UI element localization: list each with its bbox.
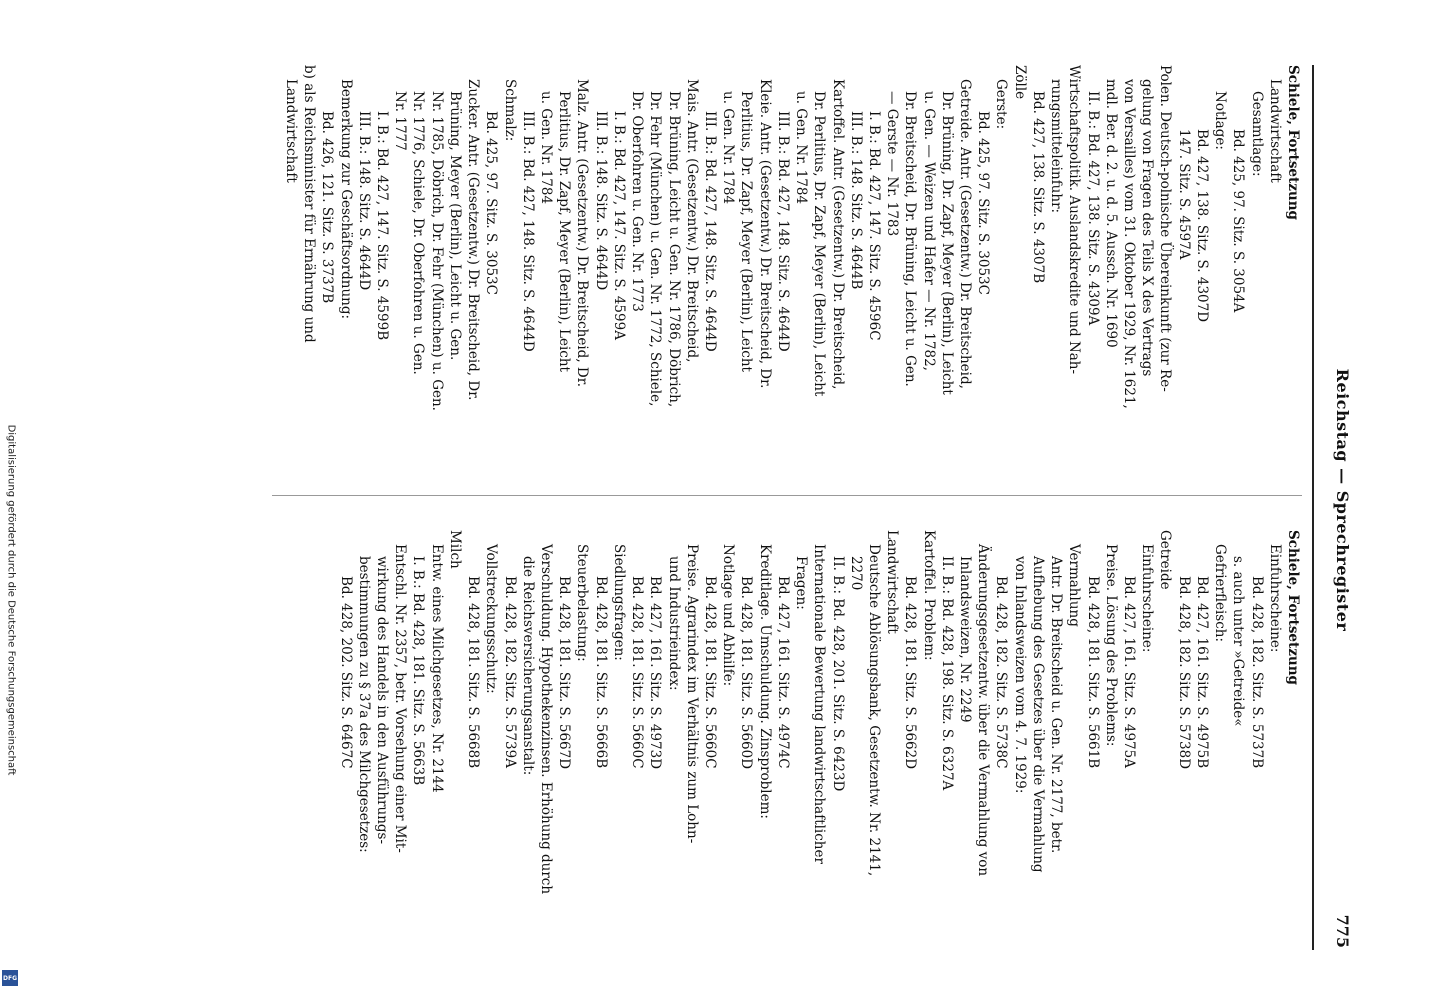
register-entry-line: Schiele, Fortsetzung bbox=[1285, 65, 1301, 220]
register-entry-line: Nr. 1777 bbox=[392, 91, 409, 151]
register-entry-line: Aufhebung des Gesetzes über die Vermahlung bbox=[1029, 556, 1046, 873]
register-entry-line: Einfuhrscheine: bbox=[1266, 544, 1283, 653]
register-entry-line: Fragen: bbox=[793, 556, 810, 610]
register-entry-line: Inlandsweizen, Nr. 2249 bbox=[957, 556, 974, 723]
register-entry-line: und Industrieindex: bbox=[665, 556, 682, 691]
register-entry-line: Siedlungsfragen: bbox=[610, 544, 627, 661]
register-entry-line: Bd. 428, 182. Sitz. S. 5737B bbox=[1248, 576, 1265, 769]
register-entry-line: gelung von Fragen des Teils X des Vertrags bbox=[1139, 79, 1156, 377]
register-entry-line: u. Gen. Nr. 1784 bbox=[793, 91, 810, 205]
register-entry-line: Bd. 428, 202. Sitz. S. 6467C bbox=[337, 576, 354, 769]
register-entry-line: Dr. Brüning, Dr. Zapf, Meyer (Berlin), Leicht bbox=[938, 91, 955, 395]
register-entry-line: Bd. 427, 161. Sitz. S. 4974C bbox=[774, 576, 791, 769]
register-entry-line: Landwirtschaft bbox=[1266, 79, 1283, 183]
register-entry-line: Entschl. Nr. 2357, betr. Vorsehung einer Mit- bbox=[392, 544, 409, 853]
register-entry-line: wirkung des Handels in den Ausführungs- bbox=[374, 556, 391, 845]
register-entry-line: I. B.: Bd. 427, 147. Sitz. S. 4599B bbox=[374, 111, 391, 341]
register-entry-line: Antr. Dr. Breitscheid u. Gen. Nr. 2177, betr. bbox=[1048, 556, 1065, 854]
register-entry-line: III. B.: 148. Sitz. S. 4644B bbox=[847, 111, 864, 290]
register-entry-line: I. B.: Bd. 427, 147. Sitz. S. 4596C bbox=[865, 111, 882, 341]
register-entry-line: Malz. Antr. (Gesetzentw.) Dr. Breitscheid, Dr. bbox=[574, 79, 591, 387]
register-entry-line: Dr. Brüning, Leicht u. Gen. Nr. 1786, Döbrich, bbox=[665, 91, 682, 408]
column-divider bbox=[272, 495, 1302, 496]
register-entry-line: 147. Sitz. S. 4597A bbox=[1175, 129, 1192, 260]
register-entry-line: Getreide bbox=[1157, 530, 1174, 590]
register-entry-line: Perlitius, Dr. Zapf, Meyer (Berlin), Leicht bbox=[556, 91, 573, 372]
register-entry-line: III. B.: Bd. 427, 148. Sitz. S. 4644D bbox=[774, 111, 791, 352]
page-header-title: Reichstag — Sprechregister bbox=[1333, 368, 1352, 632]
register-entry-line: Nr. 1785, Döbrich, Dr. Fehr (München) u. Gen. bbox=[428, 91, 445, 411]
register-entry-line: u. Gen. Nr. 1784 bbox=[720, 91, 737, 205]
register-entry-line: Vollstreckungsschutz: bbox=[483, 544, 500, 694]
register-entry-line: die Reichsversicherungsanstalt: bbox=[519, 556, 536, 776]
register-entry-line: Bd. 428, 181. Sitz. S. 5660C bbox=[702, 576, 718, 769]
register-entry-line: Bd. 428, 181. Sitz. S. 5660C bbox=[629, 576, 646, 769]
register-entry-line: Dr. Fehr (München) u. Gen. Nr. 1772, Schiele, bbox=[647, 91, 664, 407]
page-number: 775 bbox=[1333, 914, 1352, 948]
register-entry-line: Vermahlung bbox=[1066, 544, 1083, 627]
register-entry-line: Kartoffel. Problem: bbox=[920, 530, 937, 661]
register-entry-line: Notlage und Abhilfe: bbox=[720, 544, 737, 687]
register-entry-line: Einfuhrscheine: bbox=[1139, 544, 1156, 653]
register-entry-line: u. Gen. — Weizen und Hafer — Nr. 1782, bbox=[920, 91, 937, 371]
register-entry-line: Gesamtlage: bbox=[1248, 91, 1265, 177]
register-entry-line: II. B.: Bd. 428, 201. Sitz. S. 6423D bbox=[829, 556, 846, 792]
register-entry-line: Bd. 428, 182. Sitz. S. 5738C bbox=[993, 576, 1010, 769]
register-entry-line: Bemerkung zur Geschäftsordnung: bbox=[337, 79, 354, 320]
register-entry-line: I. B.: Bd. 427, 147. Sitz. S. 4599A bbox=[610, 111, 627, 340]
register-entry-line: III. B.: Bd. 427, 148. Sitz. S. 4644D bbox=[702, 111, 718, 352]
register-entry-line: Kleie. Antr. (Gesetzentw.) Dr. Breitscheid, Dr. bbox=[756, 79, 773, 389]
register-entry-line: II. B.: Bd. 427, 138. Sitz. S. 4309A bbox=[1084, 91, 1101, 326]
register-entry-line: Bd. 428, 181. Sitz. S. 5661B bbox=[1084, 576, 1101, 769]
register-entry-line: b) als Reichsminister für Ernährung und bbox=[301, 65, 318, 343]
register-entry-line: Deutsche Ablösungsbank, Gesetzentw. Nr. 2141, bbox=[865, 544, 882, 877]
register-entry-line: Schiele, Fortsetzung bbox=[1285, 530, 1301, 685]
register-entry-line: Kreditlage. Umschuldung. Zinsproblem: bbox=[756, 544, 773, 819]
register-entry-line: Schmalz: bbox=[501, 79, 518, 142]
digitization-credit bbox=[0, 0, 22, 1000]
register-entry-line: Bd. 428, 182. Sitz. S. 5738D bbox=[1175, 576, 1192, 770]
register-entry-line: Brüning, Meyer (Berlin), Leicht u. Gen. bbox=[446, 91, 463, 361]
register-entry-line: Zucker. Antr. (Gesetzentw.) Dr. Breitscheid, Dr. bbox=[465, 79, 482, 401]
register-page bbox=[72, 40, 1362, 960]
register-entry-line: 2270 bbox=[847, 556, 864, 591]
register-entry-line: Gerste: bbox=[993, 79, 1010, 130]
register-entry-line: Perlitius, Dr. Zapf, Meyer (Berlin), Leicht bbox=[738, 91, 755, 372]
register-entry-line: Notlage: bbox=[1212, 91, 1229, 150]
register-entry-line: Bd. 425, 97. Sitz. S. 3053C bbox=[483, 111, 500, 295]
register-entry-line: Bd. 427, 138. Sitz. S. 4307D bbox=[1193, 129, 1210, 323]
register-entry-line: Bd. 428, 181. Sitz. S. 5660D bbox=[738, 576, 755, 770]
register-entry-line: bestimmungen zu § 37a des Milchgesetzes: bbox=[355, 556, 372, 853]
register-entry-line: Landwirtschaft bbox=[884, 530, 901, 634]
header-rule bbox=[1312, 65, 1314, 950]
register-entry-line: Bd. 427, 138. Sitz. S. 4307B bbox=[1029, 91, 1046, 284]
register-entry-line: Bd. 428, 181. Sitz. S. 5668B bbox=[465, 576, 482, 769]
register-entry-line: Bd. 428, 181. Sitz. S. 5666B bbox=[592, 576, 609, 769]
register-entry-line: Änderungsgesetzentw. über die Vermahlung von bbox=[975, 544, 992, 877]
register-entry-line: III. B.: 148. Sitz. S. 4644D bbox=[592, 111, 609, 291]
register-entry-line: rungsmitteleinfuhr: bbox=[1048, 79, 1065, 214]
register-entry-line: Bd. 428, 181. Sitz. S. 5662D bbox=[902, 576, 919, 770]
register-entry-line: Bd. 426, 121. Sitz. S. 3737B bbox=[319, 111, 336, 304]
register-entry-line: Dr. Perlitius, Dr. Zapf, Meyer (Berlin), Leicht bbox=[811, 91, 828, 397]
register-entry-line: Entw. eines Milchgesetzes, Nr. 2144 bbox=[428, 544, 445, 793]
register-entry-line: Nr. 1776, Schiele, Dr. Oberfohren u. Gen. bbox=[410, 91, 427, 375]
register-entry-line: mdl. Ber. d. 2. u. d. 5. Aussch. Nr. 1690 bbox=[1102, 79, 1119, 348]
register-entry-line: Bd. 427, 161. Sitz. S. 4975B bbox=[1193, 576, 1210, 769]
register-entry-line: Polen. Deutsch-polnische Übereinkunft (zur Re- bbox=[1157, 65, 1174, 392]
register-entry-line: s. auch unter »Getreide« bbox=[1230, 556, 1247, 727]
right-column bbox=[336, 530, 1302, 940]
register-entry-line: Wirtschaftspolitik. Auslandskredite und Nah- bbox=[1066, 65, 1083, 375]
register-entry-line: Preise. Lösung des Problems: bbox=[1102, 544, 1119, 747]
register-entry-line: II. B.: Bd. 428, 198. Sitz. S. 6327A bbox=[938, 556, 955, 791]
register-entry-line: Kartoffel. Antr. (Gesetzentw.) Dr. Breitscheid, bbox=[829, 79, 846, 390]
register-entry-line: Getreide. Antr. (Gesetzentw.) Dr. Breitscheid, bbox=[957, 79, 974, 389]
register-entry-line: Bd. 428, 181. Sitz. S. 5667D bbox=[556, 576, 573, 770]
register-entry-line: Gefrierfleisch: bbox=[1212, 544, 1229, 643]
register-entry-line: I. B.: Bd. 428, 181. Sitz. S. 5663B bbox=[410, 556, 427, 786]
register-entry-line: Bd. 425, 97. Sitz. S. 3054A bbox=[1230, 129, 1247, 313]
register-entry-line: III. B.: 148. Sitz. S. 4644D bbox=[355, 111, 372, 291]
register-entry-line: Preise. Agrarindex im Verhältnis zum Lohn- bbox=[683, 544, 700, 844]
register-entry-line: Landwirtschaft bbox=[282, 79, 299, 183]
register-entry-line: Mais. Antr. (Gesetzentw.) Dr. Breitscheid, bbox=[683, 79, 700, 363]
register-entry-line: Dr. Oberfohren u. Gen. Nr. 1773 bbox=[629, 91, 646, 312]
register-entry-line: Zölle bbox=[1011, 65, 1028, 100]
credit-text: Digitalisierung gefördert durch die Deutsche Forschungsgemeinschaft bbox=[5, 424, 17, 776]
register-entry-line: Bd. 427, 161. Sitz. S. 4973D bbox=[647, 576, 664, 770]
register-entry-line: Steuerbelastung: bbox=[574, 544, 591, 662]
register-entry-line: u. Gen. Nr. 1784 bbox=[538, 91, 555, 205]
register-entry-line: Internationale Bewertung landwirtschaftlicher bbox=[811, 544, 828, 864]
register-entry-line: Verschuldung. Hypothekenzinsen. Erhöhung durch bbox=[538, 544, 555, 895]
register-entry-line: — Gerste — Nr. 1783 bbox=[884, 91, 901, 237]
register-entry-line: von Inlandsweizen vom 4. 7. 1929: bbox=[1011, 556, 1028, 794]
register-entry-line: Bd. 427, 161. Sitz. S. 4975A bbox=[1121, 576, 1138, 768]
register-entry-line: Bd. 428, 182. Sitz. S. 5739A bbox=[501, 576, 518, 768]
left-column bbox=[282, 65, 1302, 475]
register-entry-line: Dr. Breitscheid, Dr. Brüning, Leicht u. Gen. bbox=[902, 91, 919, 387]
register-entry-line: Milch bbox=[446, 530, 463, 569]
register-entry-line: III. B.: Bd. 427, 148. Sitz. S. 4644D bbox=[519, 111, 536, 352]
dfg-logo-icon: DFG bbox=[2, 970, 18, 986]
register-entry-line: Bd. 425, 97. Sitz. S. 3053C bbox=[975, 111, 992, 295]
register-entry-line: von Versailles) vom 31. Oktober 1929, Nr. 1621, bbox=[1121, 79, 1138, 409]
